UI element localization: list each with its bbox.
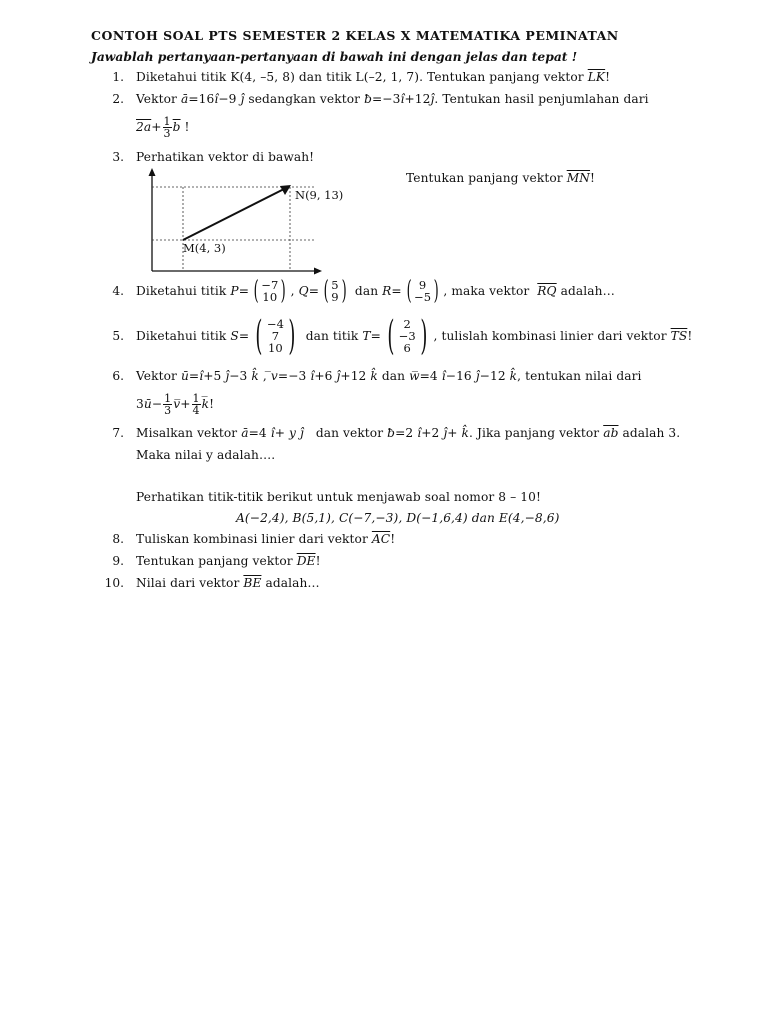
question-9: Tentukan panjang vektor $\overline{DE}$! bbox=[136, 554, 321, 568]
question-number: 7. bbox=[112, 426, 124, 440]
question-10: Nilai dari vektor $\overline{BE}$ adalah… bbox=[136, 576, 320, 590]
question-3: Perhatikan vektor di bawah! bbox=[136, 150, 315, 164]
vector-label: $\overline{DE}$ bbox=[296, 554, 316, 568]
question-number: 9. bbox=[112, 554, 124, 568]
question-7-line-2: Maka nilai y adalah…. bbox=[136, 448, 276, 462]
instruction-8-10: Perhatikan titik-titik berikut untuk menjawab soal nomor 8 – 10! bbox=[136, 490, 542, 504]
question-number: 10. bbox=[104, 576, 124, 590]
instruction-text: Jawablah pertanyaan-pertanyaan di bawah ini dengan jelas dan tepat ! bbox=[91, 49, 578, 64]
vector-mn bbox=[183, 189, 284, 240]
point-m-label: M(4, 3) bbox=[183, 241, 226, 255]
question-number: 5. bbox=[112, 329, 124, 343]
question-2: Vektor ā=16î−9 ĵ sedangkan vektor ƀ=−3î+12ĵ. Tentukan hasil penjumlahan dari bbox=[136, 92, 649, 106]
vector-label: $\overline{ab}$ bbox=[603, 426, 619, 440]
vector-label: $\overline{LK}$ bbox=[587, 70, 606, 84]
question-6-expression: 3ū− $\frac{1}{3}$ v̅+ $\frac{1}{4}$ k̅! bbox=[136, 392, 215, 417]
vector-label: $\overline{AC}$ bbox=[371, 532, 391, 546]
vector-label: $\overline{BE}$ bbox=[243, 576, 262, 590]
question-number: 4. bbox=[112, 284, 124, 298]
question-1: Diketahui titik K(4, –5, 8) dan titik L(–2, 1, 7). Tentukan panjang vektor $\overline{LK}$! bbox=[136, 70, 611, 84]
points-list: A(−2,4), B(5,1), C(−7,−3), D(−1,6,4) dan E(4,−8,6) bbox=[236, 511, 560, 525]
vector-graph bbox=[140, 166, 344, 280]
matrix-s: ( −4 7 10 ) bbox=[255, 313, 296, 359]
question-number: 8. bbox=[112, 532, 124, 546]
matrix-t: ( 2 −3 6 ) bbox=[387, 313, 428, 359]
matrix-r: ( 9 −5 ) bbox=[406, 276, 439, 306]
question-5: Diketahui titik S = ( −4 7 10 ) dan titik T = ( 2 −3 6 ) , tulislah kombinasi linier dari vektor $\overline{TS}$ ! bbox=[136, 313, 693, 359]
question-6: Vektor ū=î+5 ĵ−3 k̂ , ̅v=−3 î+6 ĵ+12 k̂ dan w̅=4 î−16 ĵ−12 k̂, tentukan nilai dari bbox=[136, 369, 642, 383]
vector-label: $\overline{TS}$ bbox=[670, 329, 688, 343]
question-7: Misalkan vektor ā=4 î+ y ĵ dan vektor ƀ=2 î+2 ĵ+ k̂. Jika panjang vektor $\overline{ab}$ adalah 3. bbox=[136, 426, 681, 440]
matrix-p: ( −7 10 ) bbox=[253, 276, 287, 306]
question-4: Diketahui titik P = ( −7 10 ) , Q = ( 5 9 ) dan R = ( 9 −5 ) , maka vektor $\overline{RQ}$ adalah… bbox=[136, 276, 615, 306]
question-3-prompt: Tentukan panjang vektor $\overline{MN}$! bbox=[406, 171, 596, 185]
vector-label: $\overline{MN}$ bbox=[566, 171, 591, 185]
question-number: 3. bbox=[112, 150, 124, 164]
y-axis-arrowhead bbox=[149, 168, 156, 176]
matrix-q: ( 5 9 ) bbox=[323, 276, 347, 306]
question-text: Diketahui titik K(4, –5, 8) dan titik L(–2, 1, 7). Tentukan panjang vektor bbox=[136, 70, 584, 84]
question-number: 2. bbox=[112, 92, 124, 106]
question-2-expression: 2a+ $\frac{1}{3}$ $\overline{b}$ ! bbox=[136, 115, 190, 140]
vector-label: $\overline{RQ}$ bbox=[537, 284, 557, 298]
question-number: 6. bbox=[112, 369, 124, 383]
question-8: Tuliskan kombinasi linier dari vektor $\overline{AC}$! bbox=[136, 532, 396, 546]
point-n-label: N(9, 13) bbox=[295, 188, 344, 202]
document-title: CONTOH SOAL PTS SEMESTER 2 KELAS X MATEMATIKA PEMINATAN bbox=[91, 28, 619, 43]
question-number: 1. bbox=[112, 70, 124, 84]
